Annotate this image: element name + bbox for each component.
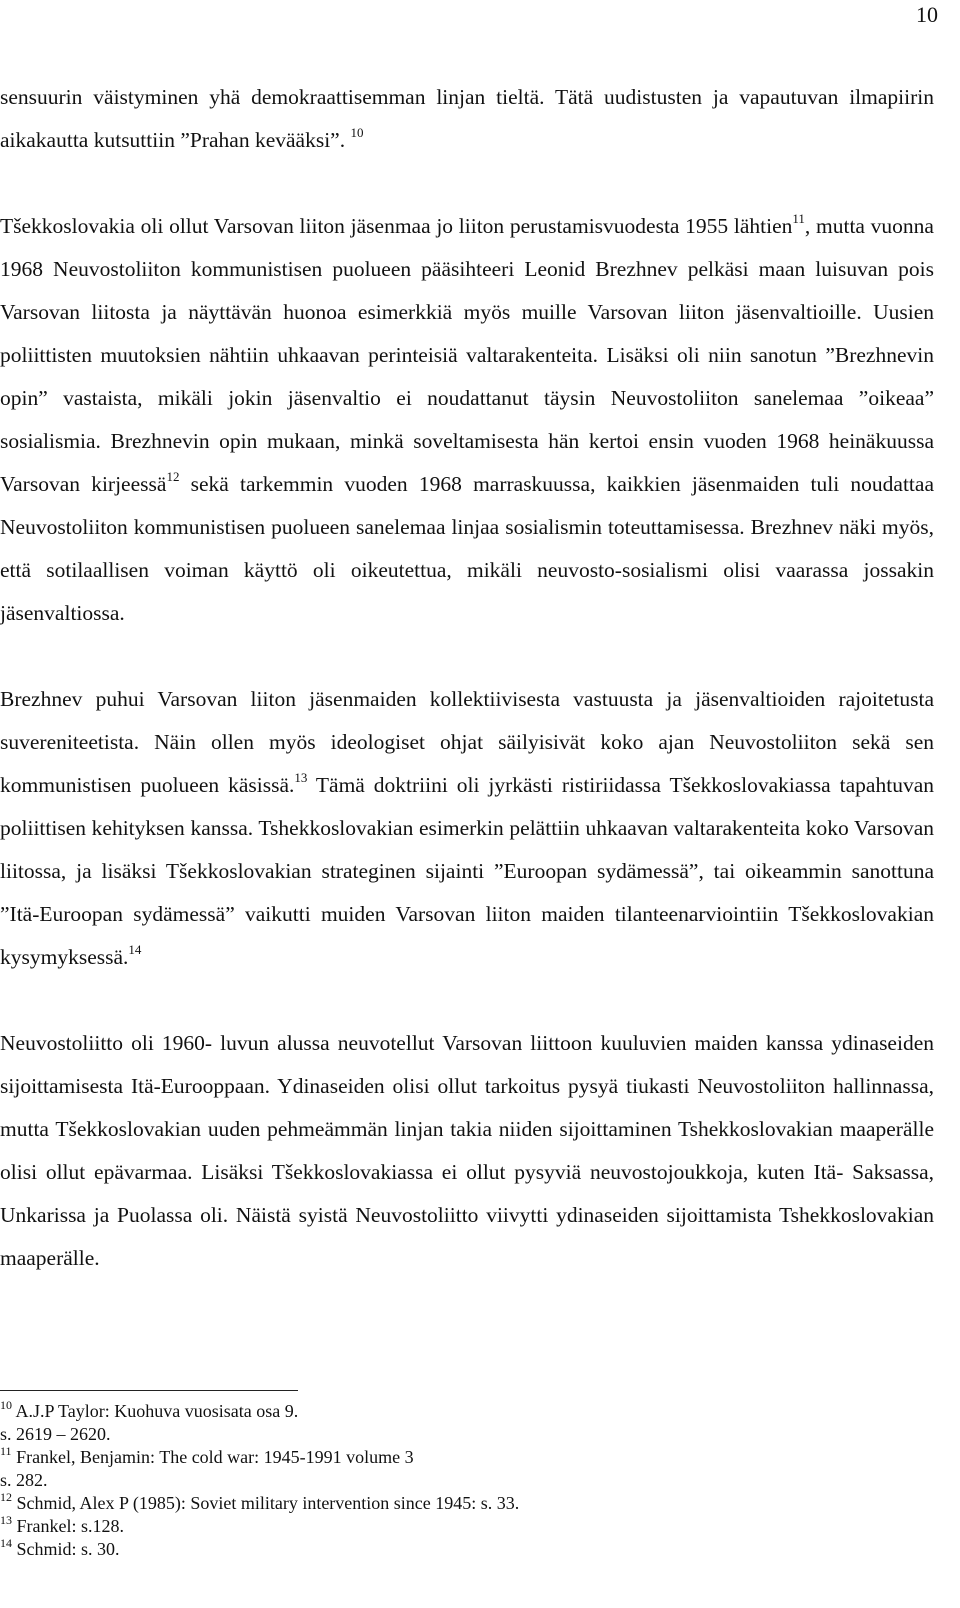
footnote-reference: 10: [350, 124, 364, 140]
paragraph: [0, 76, 934, 162]
footnote-number: 10: [0, 1398, 12, 1412]
page-number: 10: [916, 2, 938, 27]
footnote-text: Frankel: s.128.: [12, 1516, 124, 1536]
footnote-text: Frankel, Benjamin: The cold war: 1945-1991 volume 3: [11, 1447, 414, 1467]
footnote-divider: [0, 1390, 298, 1391]
paragraph: [0, 205, 934, 635]
footnote-text: s. 2619 – 2620.: [0, 1424, 111, 1444]
footnote-text: Schmid: s. 30.: [12, 1539, 120, 1559]
footnote: [0, 1423, 934, 1446]
footnote-reference: 13: [294, 769, 308, 785]
footnote-reference: 11: [792, 210, 805, 226]
paragraph: [0, 1022, 934, 1280]
footnote-reference: 14: [128, 941, 142, 957]
footnote-number: 13: [0, 1513, 12, 1527]
footnote-text: s. 282.: [0, 1470, 48, 1490]
footnote: [0, 1515, 934, 1538]
paragraph: [0, 678, 934, 979]
text-run: Tšekkoslovakia oli ollut Varsovan liiton jäsenmaa jo liiton perustamisvuodesta 1955 lähtien: [0, 214, 793, 238]
text-run: Tämä doktriini oli jyrkästi ristiriidassa Tšekkoslovakiassa tapahtuvan poliittisen kehityksen kanssa. Tshekkoslovakian esimerkin pelättiin uhkaavan valtarakenteita koko Varsovan liitossa, ja lisäksi Tšekkoslovakian strateginen sijainti ”Euroopan sydämessä”, tai oikeammin sanottuna ”Itä-Euroopan sydämessä” vaikutti muiden Varsovan liiton maiden tilanteenarviointiin Tšekkoslovakian kysymyksessä.: [0, 773, 934, 969]
footnotes: [0, 1400, 934, 1561]
footnote-reference: 12: [166, 468, 180, 484]
footnote: [0, 1469, 934, 1492]
text-run: sekä tarkemmin vuoden 1968 marraskuussa, kaikkien jäsenmaiden tuli noudattaa Neuvostoliiton kommunistisen puolueen sanelemaa linjaa sosialismin toteuttamisessa. Brezhnev näki myös, että sotilaallisen voiman käyttö oli oikeutettua, mikäli neuvosto-sosialismi olisi vaarassa jossakin jäsenvaltiossa.: [0, 472, 934, 625]
footnote-number: 11: [0, 1444, 12, 1458]
footnote-number: 12: [0, 1490, 12, 1504]
footnote: [0, 1446, 934, 1469]
footnote: [0, 1538, 934, 1561]
text-run: sensuurin väistyminen yhä demokraattisemman linjan tieltä. Tätä uudistusten ja vapautuvan ilmapiirin aikakautta kutsuttiin ”Prahan kevääksi”.: [0, 85, 934, 152]
footnote: [0, 1492, 934, 1515]
footnote-text: A.J.P Taylor: Kuohuva vuosisata osa 9.: [12, 1401, 299, 1421]
text-run: Brezhnev puhui Varsovan liiton jäsenmaiden kollektiivisesta vastuusta ja jäsenvaltioiden rajoitetusta suvereniteetista. Näin ollen myös ideologiset ohjat säilyisivät koko ajan Neuvostoliiton sekä sen kommunistisen puolueen käsissä.: [0, 687, 934, 797]
footnote-text: Schmid, Alex P (1985): Soviet military intervention since 1945: s. 33.: [12, 1493, 520, 1513]
text-run: Neuvostoliitto oli 1960- luvun alussa neuvotellut Varsovan liittoon kuuluvien maiden kanssa ydinaseiden sijoittamisesta Itä-Eurooppaan. Ydinaseiden olisi ollut tarkoitus pysyä tiukasti Neuvostoliiton hallinnassa, mutta Tšekkoslovakian uuden pehmeämmän linjan takia niiden sijoittaminen Tshekkoslovakian maaperälle olisi ollut epävarmaa. Lisäksi Tšekkoslovakiassa ei ollut pysyviä neuvostojoukkoja, kuten Itä- Saksassa, Unkarissa ja Puolassa oli. Näistä syistä Neuvostoliitto viivytti ydinaseiden sijoittamista Tshekkoslovakian maaperälle.: [0, 1031, 934, 1270]
footnote-number: 14: [0, 1536, 12, 1550]
footnote: [0, 1400, 934, 1423]
body-text: [0, 76, 934, 1280]
text-run: , mutta vuonna 1968 Neuvostoliiton kommunistisen puolueen pääsihteeri Leonid Brezhnev pelkäsi maan luisuvan pois Varsovan liitosta ja näyttävän huonoa esimerkkiä myös muille Varsovan liiton jäsenvaltioille. Uusien poliittisten muutoksien nähtiin uhkaavan perinteisiä valtarakenteita. Lisäksi oli niin sanotun ”Brezhnevin opin” vastaista, mikäli jokin jäsenvaltio ei noudattanut täysin Neuvostoliiton sanelemaa ”oikeaa” sosialismia. Brezhnevin opin mukaan, minkä soveltamisesta hän kertoi ensin vuoden 1968 heinäkuussa Varsovan kirjeessä: [0, 214, 934, 496]
